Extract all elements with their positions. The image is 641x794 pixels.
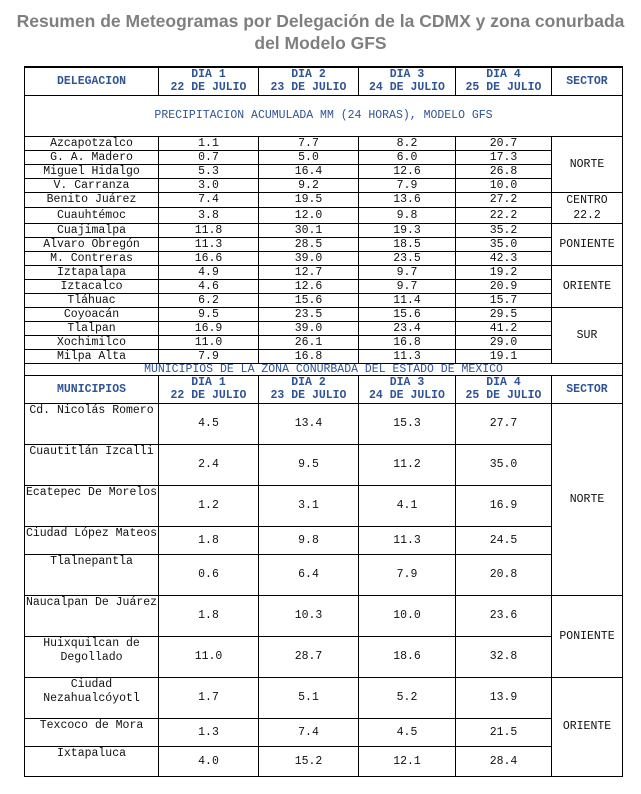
- value-cell: 39.0: [259, 321, 359, 335]
- value-cell: 3.0: [159, 178, 259, 192]
- value-cell: 16.6: [159, 251, 259, 265]
- value-cell: 29.5: [456, 307, 552, 321]
- value-cell: 23.4: [359, 321, 456, 335]
- value-cell: 19.3: [359, 223, 456, 237]
- table-row: [25, 265, 623, 279]
- zona-conurbada-label: MUNICIPIOS DE LA ZONA CONURBADA DEL ESTADO DE MEXICO: [25, 363, 623, 375]
- table-row: [25, 279, 623, 293]
- municipio-name: Cd. Nicolás Romero: [25, 403, 159, 444]
- value-cell: 10.0: [359, 595, 456, 636]
- sector-sur: SUR: [552, 307, 623, 363]
- sector-oriente-municipios: ORIENTE: [552, 677, 623, 776]
- table-row: [25, 595, 623, 636]
- value-cell: 35.0: [456, 444, 552, 485]
- value-cell: 4.9: [159, 265, 259, 279]
- value-cell: 23.5: [259, 307, 359, 321]
- value-cell: 12.0: [259, 208, 359, 224]
- municipio-name: Ixtapaluca: [25, 746, 159, 776]
- delegacion-name: Iztacalco: [25, 279, 159, 293]
- value-cell: 5.1: [259, 677, 359, 718]
- value-cell: 7.9: [359, 178, 456, 192]
- value-cell: 1.8: [159, 595, 259, 636]
- delegacion-name: Iztapalapa: [25, 265, 159, 279]
- value-cell: 32.8: [456, 636, 552, 677]
- table-row: [25, 208, 623, 224]
- table-row: [25, 321, 623, 335]
- municipio-name: Huixquilcan de Degollado: [25, 636, 159, 677]
- header-sector: SECTOR: [552, 375, 623, 403]
- table-row: [25, 526, 623, 554]
- value-cell: 29.0: [456, 335, 552, 349]
- table-row: [25, 554, 623, 595]
- municipio-name: Cuautitlán Izcalli: [25, 444, 159, 485]
- value-cell: 12.1: [359, 746, 456, 776]
- header-day-3: DIA 3 24 DE JULIO: [359, 67, 456, 95]
- value-cell: 9.5: [259, 444, 359, 485]
- value-cell: 15.3: [359, 403, 456, 444]
- header-sector: SECTOR: [552, 67, 623, 95]
- value-cell: 16.9: [456, 485, 552, 526]
- table-row: [25, 349, 623, 363]
- value-cell: 17.3: [456, 150, 552, 164]
- value-cell: 10.3: [259, 595, 359, 636]
- value-cell: 1.1: [159, 136, 259, 150]
- value-cell: 11.4: [359, 293, 456, 307]
- page-title: [0, 10, 641, 54]
- value-cell: 27.2: [456, 192, 552, 208]
- value-cell: 0.7: [159, 150, 259, 164]
- value-cell: 5.2: [359, 677, 456, 718]
- value-cell: 23.6: [456, 595, 552, 636]
- table-row: [25, 237, 623, 251]
- value-cell: 3.8: [159, 208, 259, 224]
- value-cell: 7.4: [159, 192, 259, 208]
- title-line-2: del Modelo GFS: [254, 33, 387, 53]
- value-cell: 7.7: [259, 136, 359, 150]
- value-cell: 20.9: [456, 279, 552, 293]
- sector-norte: NORTE: [552, 136, 623, 192]
- zona-row: [25, 363, 623, 375]
- value-cell: 28.5: [259, 237, 359, 251]
- value-cell: 9.8: [259, 526, 359, 554]
- municipio-name: Texcoco de Mora: [25, 718, 159, 746]
- value-cell: 16.8: [359, 335, 456, 349]
- header-municipios: MUNICIPIOS: [25, 375, 159, 403]
- delegacion-name: Tlalpan: [25, 321, 159, 335]
- header-day-1: DIA 1 22 DE JULIO: [159, 375, 259, 403]
- value-cell: 24.5: [456, 526, 552, 554]
- table-row: [25, 403, 623, 444]
- value-cell: 7.4: [259, 718, 359, 746]
- value-cell: 19.1: [456, 349, 552, 363]
- value-cell: 1.7: [159, 677, 259, 718]
- meteogram-table: [24, 66, 623, 777]
- table-row: [25, 677, 623, 718]
- delegacion-name: Alvaro Obregón: [25, 237, 159, 251]
- table-row: [25, 251, 623, 265]
- value-cell: 1.8: [159, 526, 259, 554]
- value-cell: 9.7: [359, 265, 456, 279]
- value-cell: 5.3: [159, 164, 259, 178]
- value-cell: 13.6: [359, 192, 456, 208]
- value-cell: 18.6: [359, 636, 456, 677]
- sector-centro: CENTRO 22.2: [552, 192, 623, 223]
- value-cell: 5.0: [259, 150, 359, 164]
- header-delegacion: DELEGACION: [25, 67, 159, 95]
- table-row: [25, 223, 623, 237]
- value-cell: 6.0: [359, 150, 456, 164]
- value-cell: 12.7: [259, 265, 359, 279]
- value-cell: 27.7: [456, 403, 552, 444]
- delegacion-name: Tláhuac: [25, 293, 159, 307]
- value-cell: 19.5: [259, 192, 359, 208]
- sector-poniente: PONIENTE: [552, 223, 623, 265]
- table-row: [25, 746, 623, 776]
- header-day-4: DIA 4 25 DE JULIO: [456, 375, 552, 403]
- value-cell: 4.5: [359, 718, 456, 746]
- value-cell: 4.0: [159, 746, 259, 776]
- value-cell: 13.9: [456, 677, 552, 718]
- delegacion-name: V. Carranza: [25, 178, 159, 192]
- value-cell: 11.8: [159, 223, 259, 237]
- value-cell: 15.2: [259, 746, 359, 776]
- table-row: [25, 485, 623, 526]
- value-cell: 20.7: [456, 136, 552, 150]
- value-cell: 42.3: [456, 251, 552, 265]
- header-row: [25, 67, 623, 95]
- value-cell: 4.5: [159, 403, 259, 444]
- table-row: [25, 136, 623, 150]
- delegacion-name: Cuajimalpa: [25, 223, 159, 237]
- municipio-name: Ciudad López Mateos: [25, 526, 159, 554]
- value-cell: 0.6: [159, 554, 259, 595]
- header-day-2: DIA 2 23 DE JULIO: [259, 375, 359, 403]
- value-cell: 9.8: [359, 208, 456, 224]
- table-row: [25, 178, 623, 192]
- value-cell: 12.6: [359, 164, 456, 178]
- header-day-3: DIA 3 24 DE JULIO: [359, 375, 456, 403]
- value-cell: 6.4: [259, 554, 359, 595]
- delegacion-name: Azcapotzalco: [25, 136, 159, 150]
- value-cell: 30.1: [259, 223, 359, 237]
- delegacion-name: G. A. Madero: [25, 150, 159, 164]
- value-cell: 4.1: [359, 485, 456, 526]
- value-cell: 11.3: [359, 349, 456, 363]
- municipio-name: Tlalnepantla: [25, 554, 159, 595]
- value-cell: 35.0: [456, 237, 552, 251]
- value-cell: 6.2: [159, 293, 259, 307]
- header-day-1: DIA 1 22 DE JULIO: [159, 67, 259, 95]
- precip-label: PRECIPITACION ACUMULADA MM (24 HORAS), MODELO GFS: [25, 95, 623, 136]
- value-cell: 41.2: [456, 321, 552, 335]
- title-line-1: Resumen de Meteogramas por Delegación de la CDMX y zona conurbada: [16, 11, 625, 31]
- value-cell: 13.4: [259, 403, 359, 444]
- value-cell: 11.0: [159, 636, 259, 677]
- header-row-municipios: [25, 375, 623, 403]
- value-cell: 28.7: [259, 636, 359, 677]
- table-row: [25, 192, 623, 208]
- value-cell: 16.8: [259, 349, 359, 363]
- value-cell: 20.8: [456, 554, 552, 595]
- value-cell: 16.4: [259, 164, 359, 178]
- header-day-2: DIA 2 23 DE JULIO: [259, 67, 359, 95]
- value-cell: 11.3: [359, 526, 456, 554]
- value-cell: 22.2: [456, 208, 552, 224]
- value-cell: 2.4: [159, 444, 259, 485]
- value-cell: 7.9: [159, 349, 259, 363]
- value-cell: 39.0: [259, 251, 359, 265]
- delegacion-name: Miguel Hidalgo: [25, 164, 159, 178]
- value-cell: 8.2: [359, 136, 456, 150]
- sector-poniente-municipios: PONIENTE: [552, 595, 623, 677]
- value-cell: 26.8: [456, 164, 552, 178]
- value-cell: 18.5: [359, 237, 456, 251]
- value-cell: 15.7: [456, 293, 552, 307]
- delegacion-name: Xochimilco: [25, 335, 159, 349]
- value-cell: 21.5: [456, 718, 552, 746]
- table-row: [25, 150, 623, 164]
- value-cell: 3.1: [259, 485, 359, 526]
- municipio-name: Ecatepec De Morelos: [25, 485, 159, 526]
- table-row: [25, 718, 623, 746]
- table-row: [25, 164, 623, 178]
- value-cell: 1.3: [159, 718, 259, 746]
- value-cell: 9.7: [359, 279, 456, 293]
- header-day-4: DIA 4 25 DE JULIO: [456, 67, 552, 95]
- delegacion-name: Benito Juárez: [25, 192, 159, 208]
- value-cell: 7.9: [359, 554, 456, 595]
- precip-row: [25, 95, 623, 136]
- value-cell: 11.3: [159, 237, 259, 251]
- municipio-name: Naucalpan De Juárez: [25, 595, 159, 636]
- value-cell: 1.2: [159, 485, 259, 526]
- value-cell: 10.0: [456, 178, 552, 192]
- value-cell: 9.2: [259, 178, 359, 192]
- table-row: [25, 293, 623, 307]
- sector-norte-municipios: NORTE: [552, 403, 623, 595]
- value-cell: 15.6: [259, 293, 359, 307]
- delegacion-name: Coyoacán: [25, 307, 159, 321]
- value-cell: 15.6: [359, 307, 456, 321]
- value-cell: 35.2: [456, 223, 552, 237]
- table-row: [25, 307, 623, 321]
- sector-oriente: ORIENTE: [552, 265, 623, 307]
- value-cell: 11.2: [359, 444, 456, 485]
- value-cell: 4.6: [159, 279, 259, 293]
- delegacion-name: Milpa Alta: [25, 349, 159, 363]
- value-cell: 28.4: [456, 746, 552, 776]
- table-row: [25, 335, 623, 349]
- value-cell: 9.5: [159, 307, 259, 321]
- value-cell: 12.6: [259, 279, 359, 293]
- delegacion-name: M. Contreras: [25, 251, 159, 265]
- municipio-name: Ciudad Nezahualcóyotl: [25, 677, 159, 718]
- value-cell: 16.9: [159, 321, 259, 335]
- delegacion-name: Cuauhtémoc: [25, 208, 159, 224]
- value-cell: 23.5: [359, 251, 456, 265]
- table-row: [25, 444, 623, 485]
- value-cell: 19.2: [456, 265, 552, 279]
- table-row: [25, 636, 623, 677]
- value-cell: 11.0: [159, 335, 259, 349]
- value-cell: 26.1: [259, 335, 359, 349]
